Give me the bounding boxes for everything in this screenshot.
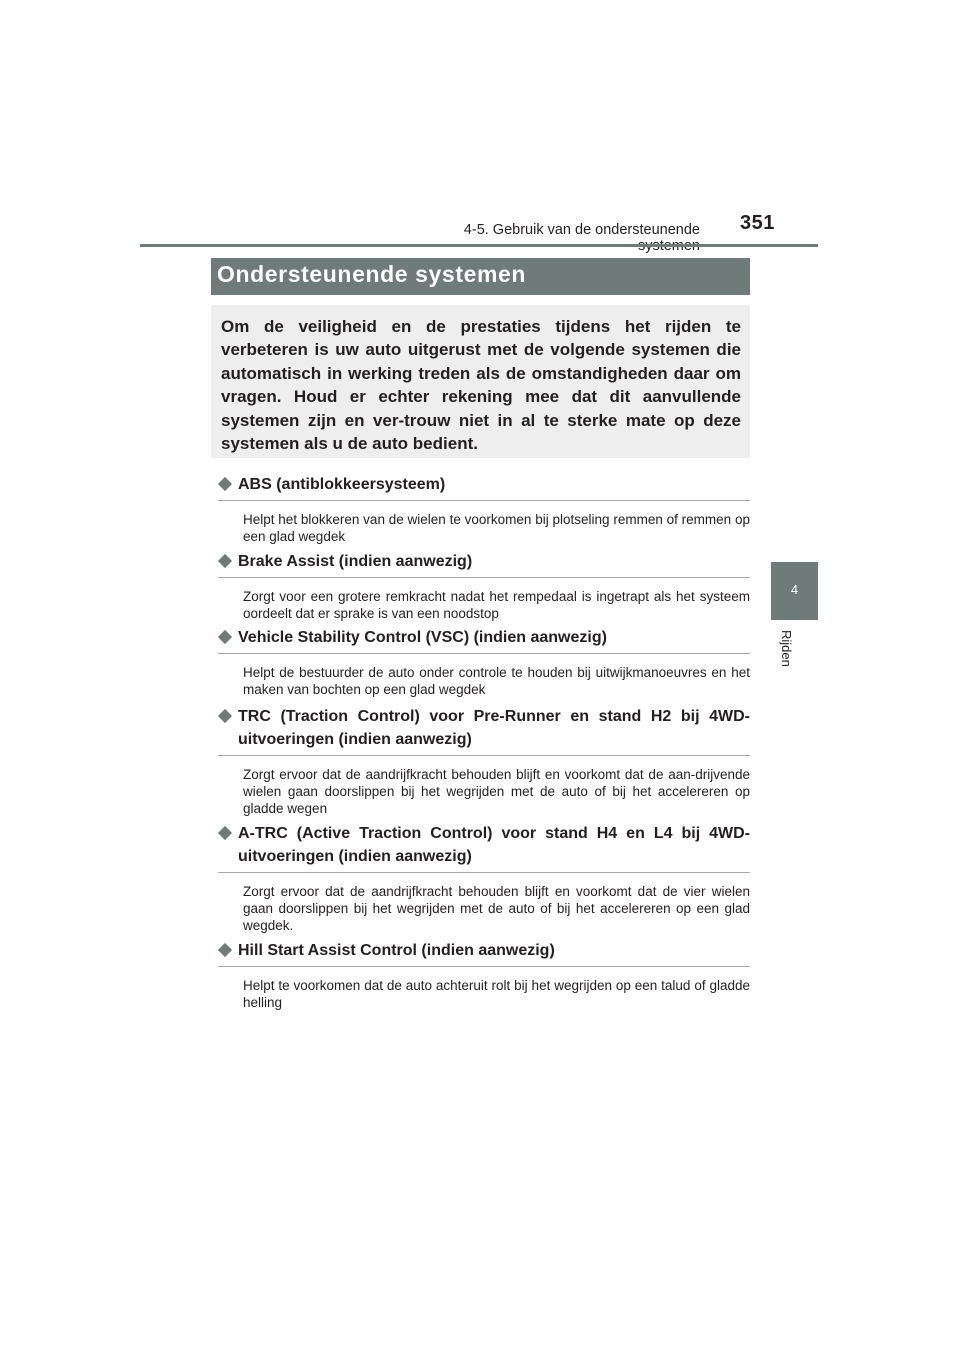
section-heading	[218, 473, 750, 501]
section-heading-text: Brake Assist (indien aanwezig)	[238, 553, 473, 570]
section-heading	[218, 939, 750, 967]
section-brake-assist	[218, 550, 750, 622]
diamond-bullet-icon	[218, 943, 232, 957]
section-heading	[218, 626, 750, 654]
section-heading-text: A-TRC (Active Traction Control) voor stand H4 en L4 bij 4WD-uitvoeringen (indien aanwezig)	[238, 825, 750, 865]
diamond-bullet-icon	[218, 630, 232, 644]
section-heading	[218, 705, 750, 756]
page-title: Ondersteunende systemen	[217, 261, 527, 287]
section-heading-text: Vehicle Stability Control (VSC) (indien aanwezig)	[238, 629, 607, 646]
section-heading-text: ABS (antiblokkeersysteem)	[238, 476, 446, 493]
chapter-title: 4-5. Gebruik van de ondersteunende	[463, 222, 700, 238]
diamond-bullet-icon	[218, 477, 232, 491]
intro-box	[211, 305, 750, 458]
section-body: Helpt te voorkomen dat de auto achteruit rolt bij het wegrijden op een talud of gladde helling	[243, 978, 750, 1010]
section-a-trc	[218, 822, 750, 934]
section-abs	[218, 473, 750, 545]
section-heading	[218, 550, 750, 578]
header-divider	[140, 244, 818, 247]
section-title-bar	[211, 258, 750, 295]
section-body: Zorgt ervoor dat de aandrijfkracht behouden blijft en voorkomt dat de aan-drijvende wielen gaan doorslippen bij het wegrijden met de auto of bij het accelereren op gladde wegen	[243, 767, 750, 816]
section-heading-text: TRC (Traction Control) voor Pre-Runner en stand H2 bij 4WD-uitvoeringen (indien aanwezig)	[238, 708, 750, 748]
diamond-bullet-icon	[218, 554, 232, 568]
section-body: Helpt het blokkeren van de wielen te voorkomen bij plotseling remmen of remmen op een glad wegdek	[243, 512, 750, 544]
section-hill-start-assist	[218, 939, 750, 1011]
intro-text: Om de veiligheid en de prestaties tijdens het rijden te verbeteren is uw auto uitgerust met de volgende systemen die automatisch in werking treden als de omstandigheden daar om vragen. Houd er echter rekening mee dat dit aanvullende systemen zijn en ver-trouw niet in al te sterke mate op deze systemen als u de auto bedient.	[221, 317, 741, 454]
page-number: 351	[740, 212, 775, 234]
diamond-bullet-icon	[218, 709, 232, 723]
chapter-tab	[771, 562, 818, 620]
section-vsc	[218, 626, 750, 698]
section-body: Zorgt ervoor dat de aandrijfkracht behouden blijft en voorkomt dat de vier wielen gaan doorslippen bij het wegrijden met de auto of bij het accelereren op een glad wegdek.	[243, 884, 750, 933]
section-heading	[218, 822, 750, 873]
section-trc	[218, 705, 750, 817]
diamond-bullet-icon	[218, 826, 232, 840]
chapter-tab-number: 4	[790, 582, 799, 597]
section-body: Zorgt voor een grotere remkracht nadat het rempedaal is ingetrapt als het systeem oordeelt dat er sprake is van een noodstop	[243, 589, 750, 621]
section-heading-text: Hill Start Assist Control (indien aanwezig)	[238, 942, 555, 959]
chapter-tab-label: Rijden	[779, 630, 794, 667]
section-body: Helpt de bestuurder de auto onder controle te houden bij uitwijkmanoeuvres en het maken van bochten op een glad wegdek	[243, 665, 750, 697]
